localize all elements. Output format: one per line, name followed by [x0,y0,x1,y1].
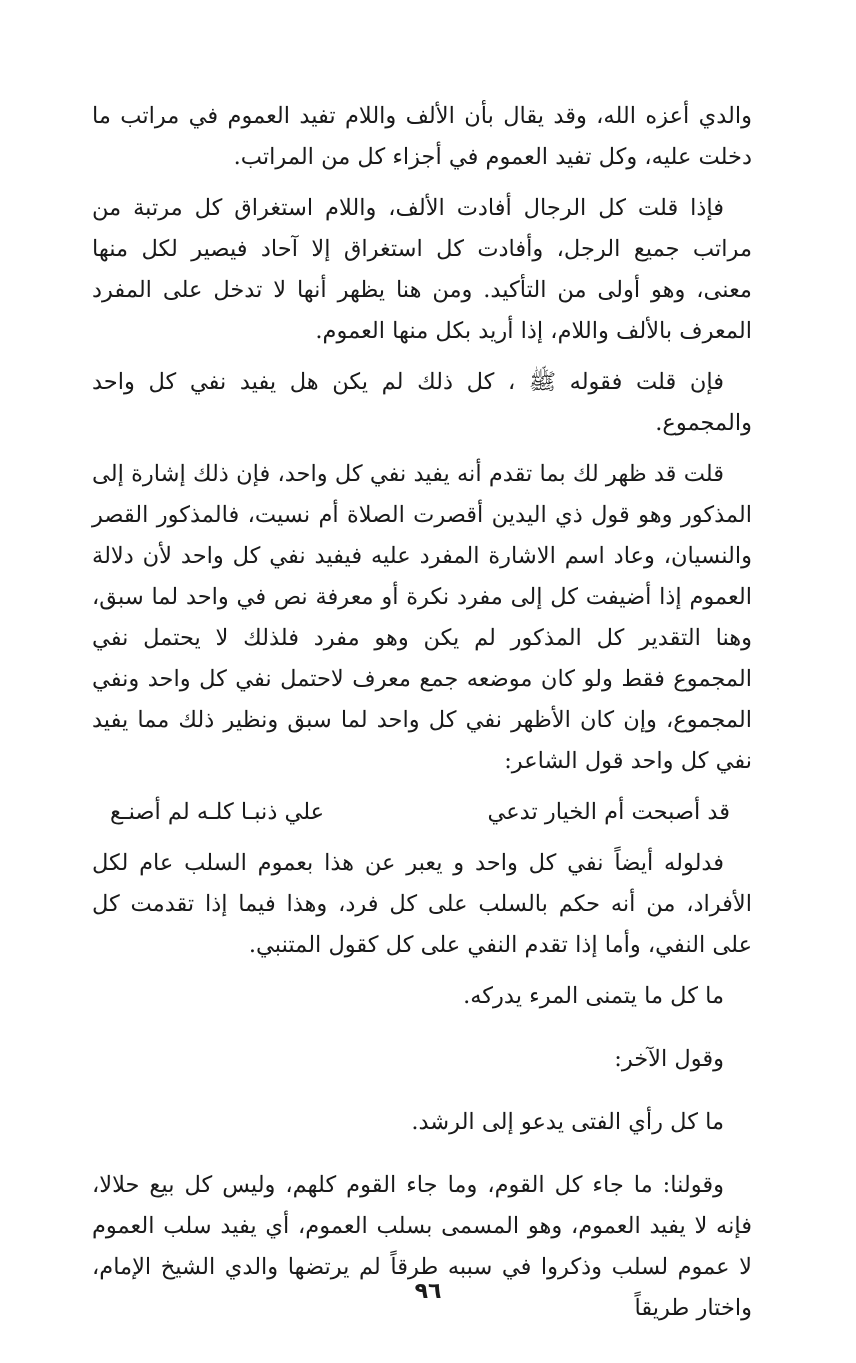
page-body [92,96,752,1339]
quote-line-1: ما كل ما يتمنى المرء يدركه. [463,983,724,1009]
poem-verse [110,792,752,833]
quote-line-2: وقول الآخر: [614,1046,724,1072]
paragraph-1: والدي أعزه الله، وقد يقال بأن الألف واللام تفيد العموم في مراتب ما دخلت عليه، وكل تفيد العموم في أجزاء كل من المراتب. [92,103,752,170]
verse-hemistich-right: قد أصبحت أم الخيار تدعي [487,799,730,825]
paragraph-6: وقولنا: ما جاء كل القوم، وما جاء القوم كلهم، وليس كل بيع حلالا، فإنه لا يفيد العموم، وهو المسمى بسلب العموم، أي يفيد سلب العموم لا عموم لسلب وذكروا في سببه طرقاً لم يرتضها والدي الشيخ الإمام، واختار طريقاً [92,1172,752,1321]
paragraph-4: قلت قد ظهر لك بما تقدم أنه يفيد نفي كل واحد، فإن ذلك إشارة إلى المذكور وهو قول ذي اليدين أقصرت الصلاة أم نسيت، فالمذكور القصر والنسيان، وعاد اسم الاشارة المفرد عليه فيفيد نفي كل واحد لأن دلالة العموم إذا أضيفت كل إلى مفرد نكرة أو معرفة نص في واحد لما سبق، وهنا التقدير كل المذكور لم يكن وهو مفرد فلذلك لا يحتمل نفي المجموع فقط ولو كان موضعه جمع معرف لاحتمل نفي كل واحد ونفي المجموع، وإن كان الأظهر نفي كل واحد لما سبق ونظير ذلك مما يفيد نفي كل واحد قول الشاعر: [92,461,752,774]
paragraph-2: فإذا قلت كل الرجال أفادت الألف، واللام استغراق كل مرتبة من مراتب جميع الرجل، وأفادت كل استغراق إلا آحاد فيصير لكل منها معنى، وهو أولى من التأكيد. ومن هنا يظهر أنها لا تدخل على المفرد المعرف بالألف واللام، إذا أريد بكل منها العموم. [92,195,752,344]
quote-line-3: ما كل رأي الفتى يدعو إلى الرشد. [411,1109,724,1135]
paragraph-5: فدلوله أيضاً نفي كل واحد و يعبر عن هذا بعموم السلب عام لكل الأفراد، من أنه حكم بالسلب على كل فرد، وهذا فيما إذا تقدمت كل على النفي، وأما إذا تقدم النفي على كل كقول المتنبي. [92,850,752,958]
page-number: ٩٦ [414,1279,442,1304]
paragraph-3: فإن قلت فقوله ﷺ ، كل ذلك لم يكن هل يفيد نفي كل واحد والمجموع. [92,369,752,436]
verse-hemistich-left: علي ذنبـا كلـه لم أصنـع [110,799,325,825]
